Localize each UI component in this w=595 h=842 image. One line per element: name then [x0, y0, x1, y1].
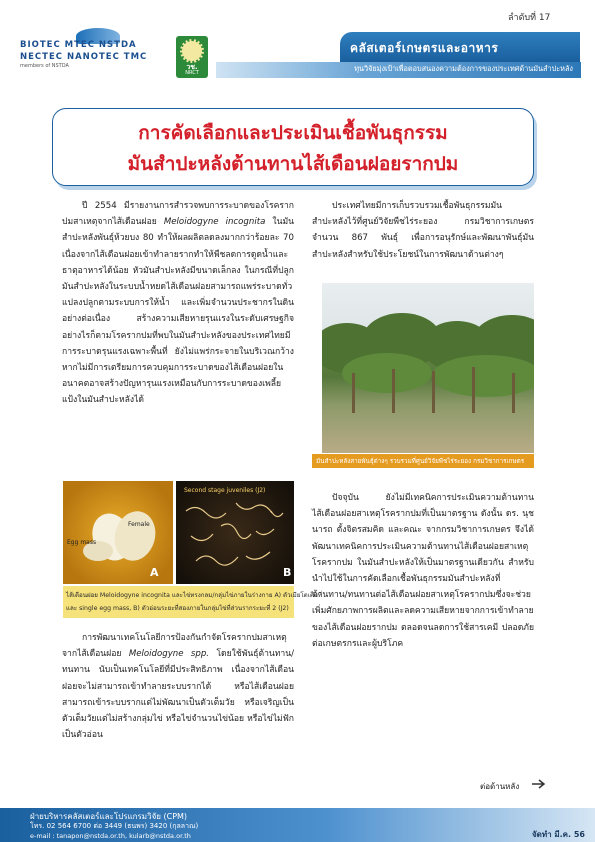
- genus-name: Meloidogyne spp.: [128, 649, 210, 660]
- label-second-stage: Second stage juveniles (J2): [184, 487, 266, 494]
- germplasm-paragraph: [312, 198, 534, 263]
- emblem-org: NRCT: [185, 70, 199, 76]
- label-female: Female: [128, 521, 150, 528]
- logo-members: members of NSTDA: [20, 63, 69, 69]
- nrct-emblem: [176, 36, 208, 78]
- article-title-line-1: การคัดเลือกและประเมินเชื้อพันธุกรรม: [138, 122, 448, 144]
- article-title-box: [52, 108, 534, 186]
- resistance-text-2: โดยใช้พันธุ์ต้านทาน/ทนทาน นับเป็นเทคโนโลยีที่มีประสิทธิภาพ เนื่องจากไส้เดือนฝอยจะไม่สามารถเข้าทำลายระบบรากได้ หรือไส้เดือนฝอยสามารถเข้าระบบรากแต่ไม่พัฒนาเป็นตัวเต็มวัย หรือเจริญเป็นตัวเต็มวัยแต่ไม่สร้างกลุ่มไข่ หรือไข่จำนวนไข่น้อย หรือไข่ไม่ฟักเป็นตัวอ่อน: [62, 649, 295, 741]
- footer-date: จัดทำ มี.ค. 56: [531, 830, 585, 839]
- juveniles-illustration: [176, 481, 294, 584]
- intro-text-2: ในมันสำปะหลังพันธุ์ห้วยบง 80 ทำให้ผลผลิตลดลงมากกว่าร้อยละ 70 เนื่องจากไส้เดือนฝอยเข้าทำลายรากทำให้พืชลดการดูดน้ำและธาตุอาหารได้น้อย หัวมันสำปะหลังมีขนาดเล็กลง ในกรณีที่ปลูกมันสำปะหลังในระบบน้ำหยดไส้เดือนฝอยสามารถแพร่ระบาดทั่วแปลงปลูกตามระบบการให้น้ำ และเพิ่มจำนวนประชากรในดินอย่างต่อเนื่อง สร้างความเสียหายรุนแรงในระดับเศรษฐกิจ อย่างไรก็ตามโรครากปมที่พบในมันสำปะหลังของประเทศไทยมีการระบาดรุนแรงเฉพาะพื้นที่ ยังไม่แพร่กระจายในบริเวณกว้าง หากไม่มีการเตรียมการควบคุมการระบาดของไส้เดือนฝอยในอนาคตอาจสร้างปัญหารุนแรงเหมือนกับการระบาดของเพลี้ยแป้งในมันสำปะหลังได้: [62, 217, 295, 406]
- page-number: ลำดับที่ 17: [508, 13, 551, 23]
- nematode-caption-line-1: ไส้เดือนฝอย Meloidogyne incognita และไข่ทรงกลม/กลุ่มไข่ภายในร่างกาย A) ตัวเมียโตเต็มที่: [66, 592, 322, 599]
- nematode-caption: [63, 586, 322, 618]
- page-footer: [0, 808, 595, 842]
- gear-emblem-icon: [180, 39, 204, 63]
- article-title-line-2: มันสำปะหลังต้านทานไส้เดือนฝอยรากปม: [127, 153, 459, 175]
- cassava-field-photo: [322, 283, 534, 453]
- emblem-short: วช.: [186, 63, 198, 71]
- photo-letter-a: A: [150, 566, 159, 579]
- footer-phone: โทร. 02 564 6700 ต่อ 3449 (ธนพร) 3420 (กุลลาณ): [30, 822, 199, 830]
- intro-text-1: ปี 2554 มีรายงานการสำรวจพบการระบาดของโรครากปมสาเหตุจากไส้เดือนฝอย: [62, 201, 294, 228]
- logo-line-1: BIOTEC MTEC NSTDA: [20, 40, 137, 50]
- banner-title: คลัสเตอร์เกษตรและอาหาร: [350, 41, 499, 55]
- footer-org: ฝ่ายบริหารคลัสเตอร์และโปรแกรมวิจัย (CPM): [30, 812, 188, 821]
- germplasm-text: ประเทศไทยมีการเก็บรวบรวมเชื้อพันธุกรรมมันสำปะหลังไว้ที่ศูนย์วิจัยพืชไร่ระยอง กรมวิชาการเกษตร จำนวน 867 พันธุ์ เพื่อการอนุรักษ์และพัฒนาพันธุ์มันสำปะหลังสำหรับใช้ประโยชน์ในการพัฒนาด้านต่างๆ: [312, 201, 534, 260]
- field-photo-caption: [312, 454, 534, 468]
- logo-line-2: NECTEC NANOTEC TMC: [20, 52, 148, 62]
- method-text: ปัจจุบัน ยังไม่มีเทคนิคการประเมินความต้านทานไส้เดือนฝอยสาเหตุโรครากปมที่เป็นมาตรฐาน ดังนั้น ดร. นุชนารถ ตั้งจิตรสมคิด และคณะ จากกรมวิชาการเกษตร จึงได้พัฒนาเทคนิคการประเมินความต้านทานไส้เดือนฝอยสาเหตุโรครากปม ในมันสำปะหลังให้เป็นมาตรฐานเดียวกัน สำหรับนำไปใช้ในการคัดเลือกเชื้อพันธุกรรมมันสำปะหลังที่ต้านทาน/ทนทานต่อไส้เดือนฝอยสาเหตุโรครากปมซึ่งจะช่วยเพิ่มศักยภาพการผลิตและลดความเสียหายจากการเข้าทำลายของไส้เดือนฝอยรากปม ตลอดจนลดการใช้สารเคมี ปลอดภัยต่อเกษตรกรและผู้บริโภค: [312, 493, 534, 649]
- field-caption-text: มันสำปะหลังสายพันธุ์ต่างๆ รวบรวมที่ศูนย์วิจัยพืชไร่ระยอง กรมวิชาการเกษตร: [316, 458, 525, 465]
- banner-subtitle: ทุนวิจัยมุ่งเป้าเพื่อตอบสนองความต้องการของประเทศด้านมันสำปะหลัง: [354, 64, 573, 73]
- footer-email: e-mail : tanapon@nstda.or.th, kularb@nstda.or.th: [30, 832, 191, 840]
- continue-label: ต่อด้านหลัง: [480, 782, 520, 791]
- method-paragraph: [312, 490, 534, 652]
- cluster-banner: [216, 32, 581, 78]
- resistance-text-1: การพัฒนาเทคโนโลยีการป้องกันกำจัดโรครากปมสาเหตุจากไส้เดือนฝอย: [62, 633, 287, 660]
- nematode-juveniles-photo: [176, 481, 294, 584]
- species-name: Meloidogyne incognita: [163, 217, 266, 228]
- resistance-paragraph: [62, 630, 294, 743]
- nematode-caption-line-2: และ single egg mass, B) ตัวอ่อนระยะที่สองภายในกลุ่มไข่ที่ส่วนรากระยะที่ 2 (J2): [66, 605, 289, 612]
- intro-paragraph: [62, 198, 294, 409]
- nematode-female-photo: [63, 481, 173, 584]
- nstda-logo: [20, 28, 168, 69]
- photo-letter-b: B: [283, 566, 292, 579]
- label-egg-mass: Egg mass: [67, 539, 97, 546]
- arrow-right-icon: [532, 778, 548, 790]
